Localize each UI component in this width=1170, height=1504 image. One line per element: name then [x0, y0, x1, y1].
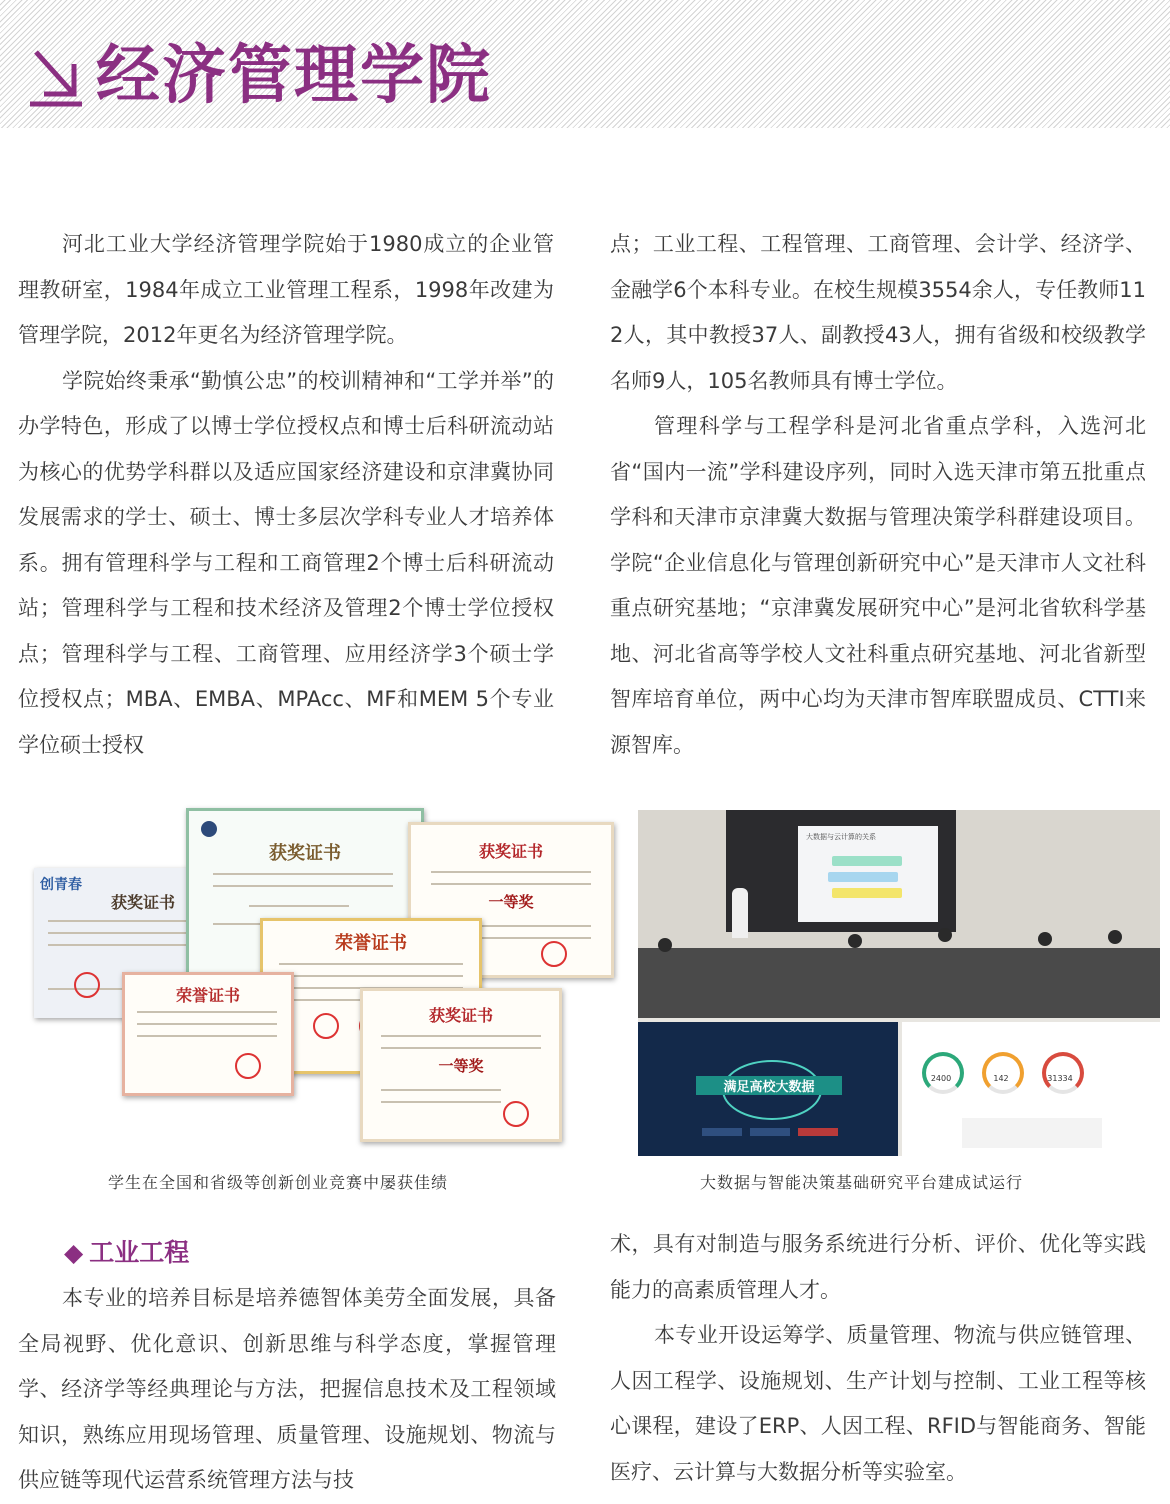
intro-column-left	[18, 222, 554, 768]
dashboard-right-panel	[902, 1022, 1160, 1156]
intro-paragraph: 管理科学与工程学科是河北省重点学科，入选河北省“国内一流”学科建设序列，同时入选天津市第五批重点学科和天津市京津冀大数据与管理决策学科群建设项目。学院“企业信息化与管理创新研究中心”是天津市人文社科重点研究基地；“京津冀发展研究中心”是河北省软科学基地、河北省高等学校人文社科重点研究基地、河北省新型智库培育单位，两中心均为天津市智库联盟成员、CTTI来源智库。	[610, 414, 1146, 757]
certificate-title: 获奖证书	[478, 842, 543, 861]
figure-caption-left: 学生在全国和省级等创新创业竞赛中屡获佳绩	[108, 1173, 449, 1192]
section-paragraph: 本专业开设运筹学、质量管理、物流与供应链管理、人因工程学、设施规划、生产计划与控制、工业工程等核心课程，建设了ERP、人因工程、RFID与智能商务、智能医疗、云计算与大数据分析等实验室。	[610, 1323, 1146, 1484]
intro-paragraph: 河北工业大学经济管理学院始于1980成立的企业管理教研室，1984年成立工业管理工程系，1998年改建为管理学院，2012年更名为经济管理学院。	[18, 232, 554, 347]
figure-caption-right: 大数据与智能决策基础研究平台建成试运行	[700, 1173, 1024, 1192]
section-column-left	[18, 1232, 556, 1504]
gauge-value: 31334	[1047, 1074, 1073, 1083]
presenter	[732, 888, 748, 938]
page-header	[0, 0, 1170, 128]
gauge-value: 142	[993, 1074, 1009, 1083]
gauge-value: 2400	[930, 1074, 952, 1083]
intro-column-right	[610, 222, 1146, 768]
section-paragraph: 本专业的培养目标是培养德智体美劳全面发展，具备全局视野、优化意识、创新思维与科学态度，掌握管理学、经济学等经典理论与方法，把握信息技术及工程领域知识，熟练应用现场管理、质量管理、设施规划、物流与供应链等现代运营系统管理方法与技	[18, 1286, 556, 1492]
intro-paragraph: 点；工业工程、工程管理、工商管理、会计学、经济学、金融学6个本科专业。在校生规模3554余人，专任教师112人，其中教授37人、副教授43人，拥有省级和校级教学名师9人，105名教师具有博士学位。	[610, 232, 1146, 393]
dashboard-banner: 满足高校大数据	[696, 1076, 842, 1095]
chuangqingchun-logo: 创青春	[40, 877, 82, 893]
certificate	[122, 972, 294, 1096]
dashboard-left-panel	[638, 1022, 898, 1156]
certificate-title: 荣誉证书	[335, 933, 407, 954]
section-heading-text: 工业工程	[89, 1238, 190, 1267]
certificate	[360, 988, 562, 1142]
section-paragraph: 术，具有对制造与服务系统进行分析、评价、优化等实践能力的高素质管理人才。	[610, 1232, 1146, 1302]
first-prize-label: 一等奖	[438, 1057, 484, 1075]
diamond-bullet-icon: ◆	[64, 1238, 84, 1267]
certificates-photo	[30, 800, 616, 1160]
classroom-scene	[638, 810, 1160, 1018]
south-east-arrow-icon	[30, 48, 86, 108]
intro-paragraph: 学院始终秉承“勤慎公忠”的校训精神和“工学并举”的办学特色，形成了以博士学位授权点和博士后科研流动站为核心的优势学科群以及适应国家经济建设和京津冀协同发展需求的学士、硕士、博士多层次学科专业人才培养体系。拥有管理科学与工程和工商管理2个博士后科研流动站；管理科学与工程和技术经济及管理2个博士学位授权点；管理科学与工程、工商管理、应用经济学3个硕士学位授权点；MBA、EMBA、MPAcc、MF和MEM 5个专业学位硕士授权	[18, 368, 554, 757]
audience	[638, 948, 1160, 1018]
page-title: 经济管理学院	[96, 39, 492, 113]
certificate-title: 荣誉证书	[175, 986, 240, 1005]
certificate-title: 获奖证书	[110, 893, 175, 912]
certificate-title: 获奖证书	[269, 843, 341, 864]
certificate-title: 获奖证书	[428, 1006, 493, 1025]
first-prize-label: 一等奖	[488, 893, 534, 911]
section-heading	[64, 1232, 556, 1274]
slide-title: 大数据与云计算的关系	[806, 833, 876, 841]
section-column-right	[610, 1222, 1146, 1495]
big-data-platform-photo	[638, 810, 1160, 1156]
projected-slide	[798, 826, 938, 922]
